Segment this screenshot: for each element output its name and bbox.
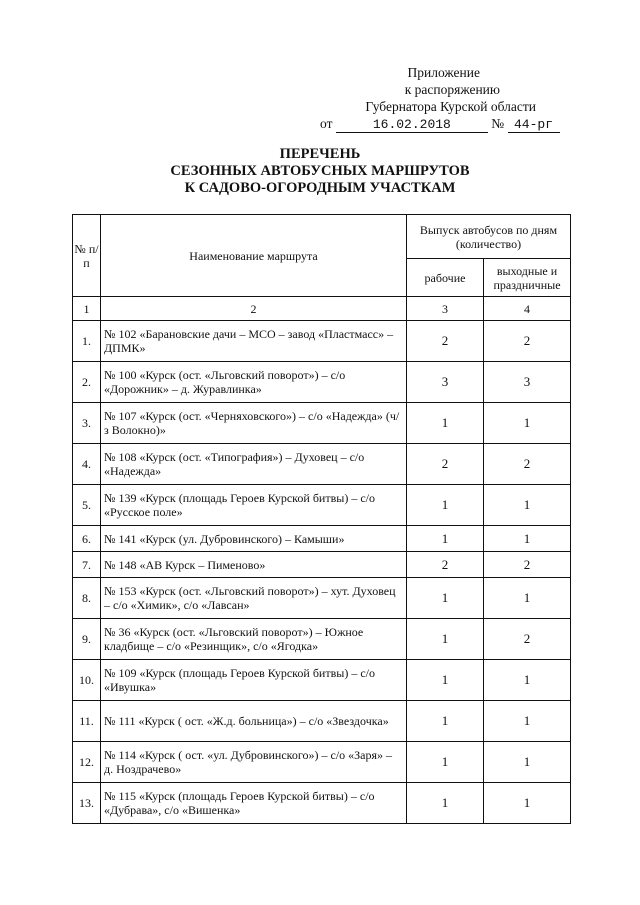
row-number: 10. xyxy=(73,660,101,701)
route-name: № 108 «Курск (ост. «Типография») – Духовец – с/о «Надежда» xyxy=(101,444,407,485)
table-row xyxy=(73,526,571,552)
workdays-count: 1 xyxy=(407,526,484,552)
table-header-row xyxy=(73,215,571,259)
table-row xyxy=(73,619,571,660)
workdays-count: 1 xyxy=(407,783,484,824)
route-name: № 115 «Курск (площадь Героев Курской битвы) – с/о «Дубрава», с/о «Вишенка» xyxy=(101,783,407,824)
route-name: № 114 «Курск ( ост. «ул. Дубровинского») – с/о «Заря» – д. Ноздрачево» xyxy=(101,742,407,783)
table-row xyxy=(73,321,571,362)
table-row xyxy=(73,660,571,701)
workdays-count: 1 xyxy=(407,619,484,660)
row-number: 4. xyxy=(73,444,101,485)
row-number: 12. xyxy=(73,742,101,783)
weekends-count: 2 xyxy=(484,321,571,362)
workdays-count: 1 xyxy=(407,485,484,526)
workdays-count: 2 xyxy=(407,321,484,362)
row-number: 13. xyxy=(73,783,101,824)
header-workdays: рабочие xyxy=(407,259,484,297)
appendix-date-line xyxy=(300,115,553,133)
column-index-row xyxy=(73,297,571,321)
workdays-count: 1 xyxy=(407,660,484,701)
column-index: 1 xyxy=(73,297,101,321)
route-name: № 36 «Курск (ост. «Льговский поворот») – Южное кладбище – с/о «Резинщик», с/о «Ягодка» xyxy=(101,619,407,660)
weekends-count: 1 xyxy=(484,485,571,526)
weekends-count: 3 xyxy=(484,362,571,403)
weekends-count: 1 xyxy=(484,783,571,824)
header-bus-release: Выпуск автобусов по дням (количество) xyxy=(407,215,571,259)
appendix-governor-line: Губернатора Курской области xyxy=(365,99,536,114)
routes-table xyxy=(72,214,571,824)
route-name: № 100 «Курск (ост. «Льговский поворот») – с/о «Дорожник» – д. Журавлинка» xyxy=(101,362,407,403)
route-name: № 109 «Курск (площадь Героев Курской битвы) – с/о «Ивушка» xyxy=(101,660,407,701)
weekends-count: 1 xyxy=(484,742,571,783)
weekends-count: 2 xyxy=(484,444,571,485)
table-row xyxy=(73,444,571,485)
workdays-count: 1 xyxy=(407,403,484,444)
table-row xyxy=(73,578,571,619)
order-date: 16.02.2018 xyxy=(336,118,488,133)
header-route-name: Наименование маршрута xyxy=(101,215,407,297)
route-name: № 102 «Барановские дачи – МСО – завод «Пластмасс» – ДПМК» xyxy=(101,321,407,362)
workdays-count: 1 xyxy=(407,578,484,619)
weekends-count: 2 xyxy=(484,619,571,660)
column-index: 3 xyxy=(407,297,484,321)
weekends-count: 1 xyxy=(484,578,571,619)
workdays-count: 1 xyxy=(407,701,484,742)
route-name: № 148 «АВ Курск – Пименово» xyxy=(101,552,407,578)
title-line-2: СЕЗОННЫХ АВТОБУСНЫХ МАРШРУТОВ xyxy=(170,163,470,179)
header-number: № п/п xyxy=(73,215,101,297)
appendix-header xyxy=(300,64,553,133)
weekends-count: 2 xyxy=(484,552,571,578)
table-row xyxy=(73,742,571,783)
number-prefix: № xyxy=(491,116,505,131)
appendix-order-line: к распоряжению xyxy=(404,82,500,97)
column-index: 4 xyxy=(484,297,571,321)
appendix-label: Приложение xyxy=(407,65,480,80)
route-name: № 107 «Курск (ост. «Черняховского») – с/о «Надежда» (ч/з Волокно)» xyxy=(101,403,407,444)
title-line-3: К САДОВО-ОГОРОДНЫМ УЧАСТКАМ xyxy=(184,180,456,196)
route-name: № 139 «Курск (площадь Героев Курской битвы) – с/о «Русское поле» xyxy=(101,485,407,526)
weekends-count: 1 xyxy=(484,660,571,701)
workdays-count: 3 xyxy=(407,362,484,403)
row-number: 1. xyxy=(73,321,101,362)
table-row xyxy=(73,362,571,403)
row-number: 3. xyxy=(73,403,101,444)
table-row xyxy=(73,701,571,742)
weekends-count: 1 xyxy=(484,403,571,444)
title-line-1: ПЕРЕЧЕНЬ xyxy=(279,146,361,162)
table-row xyxy=(73,403,571,444)
workdays-count: 1 xyxy=(407,742,484,783)
row-number: 5. xyxy=(73,485,101,526)
workdays-count: 2 xyxy=(407,444,484,485)
header-weekends: выходные и праздничные xyxy=(484,259,571,297)
order-number: 44-рг xyxy=(508,118,560,133)
row-number: 11. xyxy=(73,701,101,742)
workdays-count: 2 xyxy=(407,552,484,578)
row-number: 8. xyxy=(73,578,101,619)
date-prefix: от xyxy=(320,116,333,131)
weekends-count: 1 xyxy=(484,701,571,742)
row-number: 2. xyxy=(73,362,101,403)
route-name: № 141 «Курск (ул. Дубровинского) – Камыши» xyxy=(101,526,407,552)
row-number: 7. xyxy=(73,552,101,578)
column-index: 2 xyxy=(101,297,407,321)
table-row xyxy=(73,552,571,578)
row-number: 9. xyxy=(73,619,101,660)
weekends-count: 1 xyxy=(484,526,571,552)
row-number: 6. xyxy=(73,526,101,552)
route-name: № 111 «Курск ( ост. «Ж.д. больница») – с/о «Звездочка» xyxy=(101,701,407,742)
route-name: № 153 «Курск (ост. «Льговский поворот») – хут. Духовец – с/о «Химик», с/о «Лавсан» xyxy=(101,578,407,619)
table-row xyxy=(73,485,571,526)
document-title xyxy=(110,146,530,197)
table-row xyxy=(73,783,571,824)
